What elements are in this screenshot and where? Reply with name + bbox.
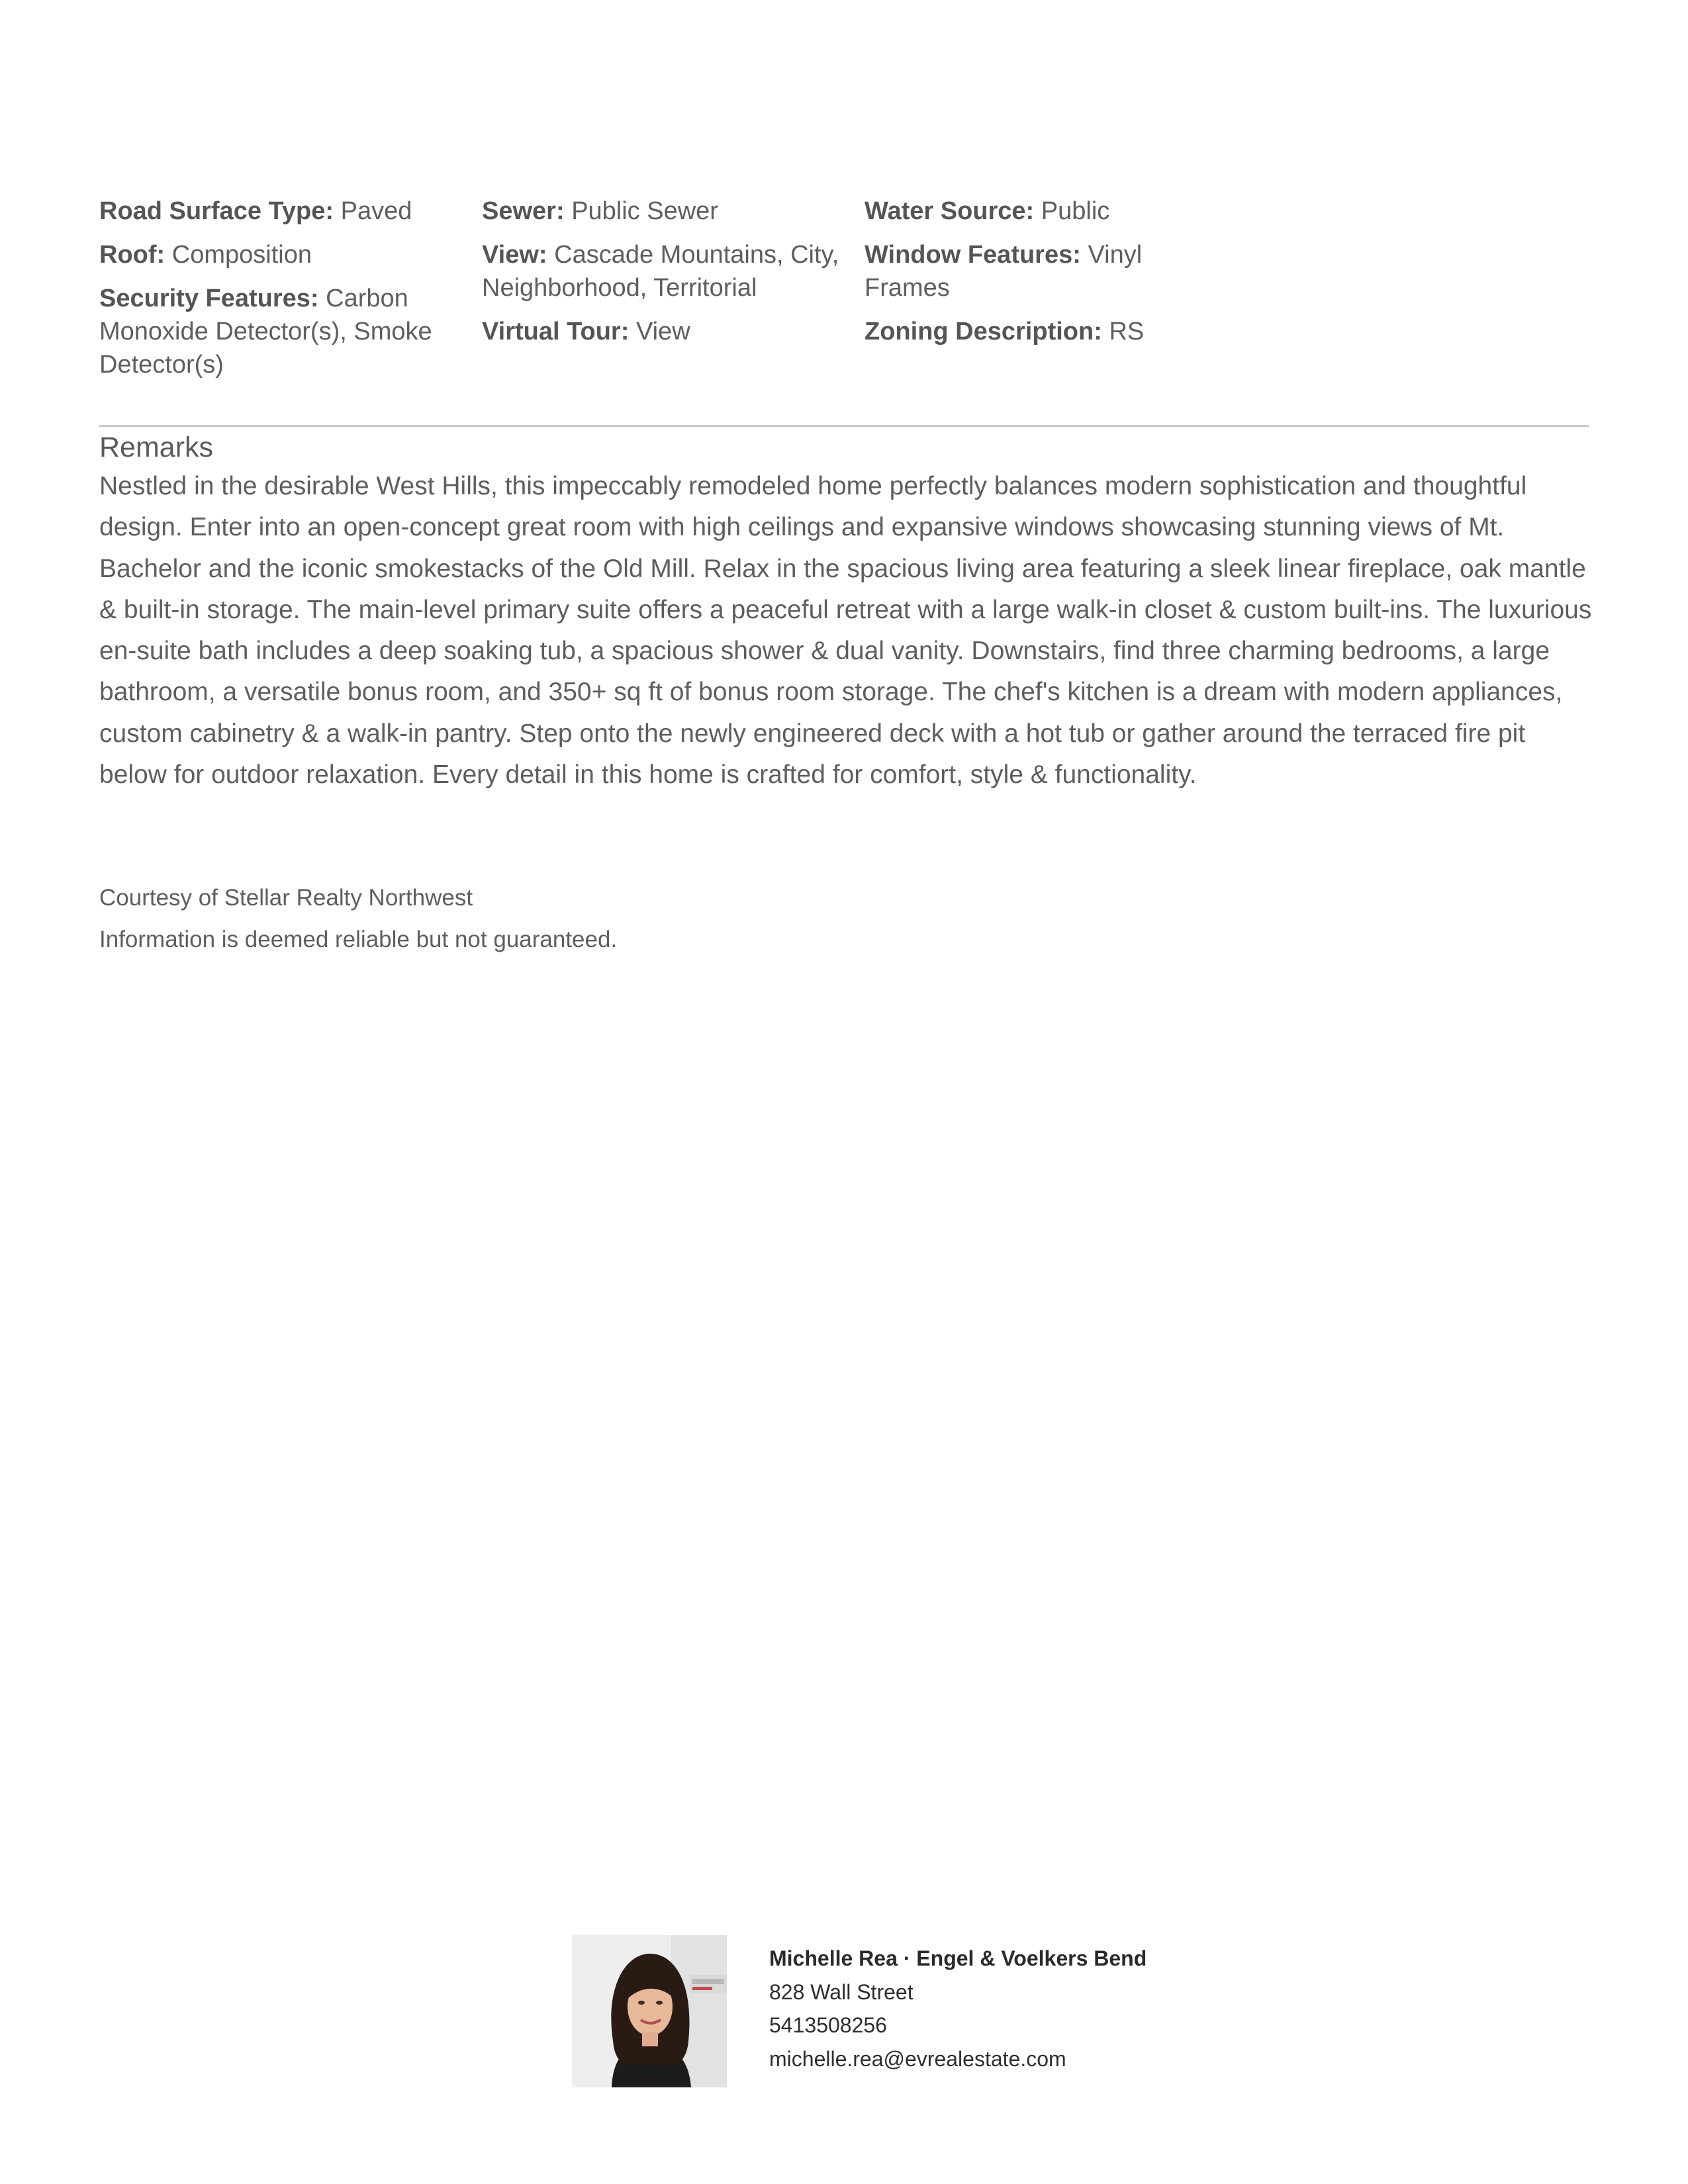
feature-label: Security Features: <box>99 285 319 312</box>
feature-view <box>482 238 865 304</box>
feature-label: Roof: <box>99 241 165 269</box>
property-features <box>99 195 1291 392</box>
feature-label: Zoning Description: <box>865 318 1102 345</box>
feature-water-source <box>865 195 1247 228</box>
agent-phone[interactable]: 5413508256 <box>769 2013 887 2037</box>
feature-value: Public <box>1041 197 1110 225</box>
feature-value: Public Sewer <box>571 197 718 225</box>
agent-email[interactable]: michelle.rea@evrealestate.com <box>769 2046 1066 2071</box>
feature-label: Window Features: <box>865 241 1081 269</box>
features-column-1 <box>99 195 482 392</box>
feature-window-features <box>865 238 1247 304</box>
feature-label: Sewer: <box>482 197 565 225</box>
virtual-tour-link[interactable]: View <box>635 318 690 345</box>
feature-value: Carbon Monoxide Detector(s), Smoke Detector(s) <box>99 285 432 379</box>
section-divider <box>99 425 1589 427</box>
remarks-heading: Remarks <box>99 432 214 463</box>
feature-label: View: <box>482 241 547 269</box>
feature-virtual-tour <box>482 315 865 348</box>
features-column-2 <box>482 195 865 392</box>
agent-portrait-graphic <box>572 1935 727 2087</box>
listing-courtesy: Courtesy of Stellar Realty Northwest <box>99 885 473 911</box>
agent-name: Michelle Rea · Engel & Voelkers Bend <box>769 1946 1147 1970</box>
feature-zoning-description <box>865 315 1247 348</box>
listing-disclaimer: Information is deemed reliable but not guaranteed. <box>99 927 618 952</box>
feature-value: RS <box>1109 318 1145 345</box>
feature-label: Virtual Tour: <box>482 318 630 345</box>
feature-label: Water Source: <box>865 197 1035 225</box>
agent-portrait-icon <box>572 1935 727 2087</box>
feature-value: Paved <box>340 197 412 225</box>
agent-address: 828 Wall Street <box>769 1979 914 2004</box>
feature-value: Composition <box>171 241 312 269</box>
feature-label: Road Surface Type: <box>99 197 334 225</box>
remarks-text: Nestled in the desirable West Hills, this impeccably remodeled home perfectly balances modern sophistication and thoughtful design. Enter into an open-concept great room with high ceilings and expansive windows showcasing stunning views of Mt. Bachelor and the iconic smokestacks of the Old Mill. Relax in the spacious living area featuring a sleek linear fireplace, oak mantle & built-in storage. The main-level primary suite offers a peaceful retreat with a large walk-in closet & custom built-ins. The luxurious en-suite bath includes a deep soaking tub, a spacious shower & dual vanity. Downstairs, find three charming bedrooms, a large bathroom, a versatile bonus room, and 350+ sq ft of bonus room storage. The chef's kitchen is a dream with modern appliances, custom cabinetry & a walk-in pantry. Step onto the newly engineered deck with a hot tub or gather around the terraced fire pit below for outdoor relaxation. Every detail in this home is crafted for comfort, style & functionality. <box>99 472 1592 790</box>
feature-road-surface-type <box>99 195 482 228</box>
feature-security-features <box>99 282 482 381</box>
feature-roof <box>99 238 482 271</box>
features-column-3 <box>865 195 1247 392</box>
feature-sewer <box>482 195 865 228</box>
feature-value: Cascade Mountains, City, Neighborhood, Territorial <box>482 241 839 302</box>
agent-contact <box>769 1942 1147 2075</box>
feature-value: Vinyl Frames <box>865 241 1143 302</box>
